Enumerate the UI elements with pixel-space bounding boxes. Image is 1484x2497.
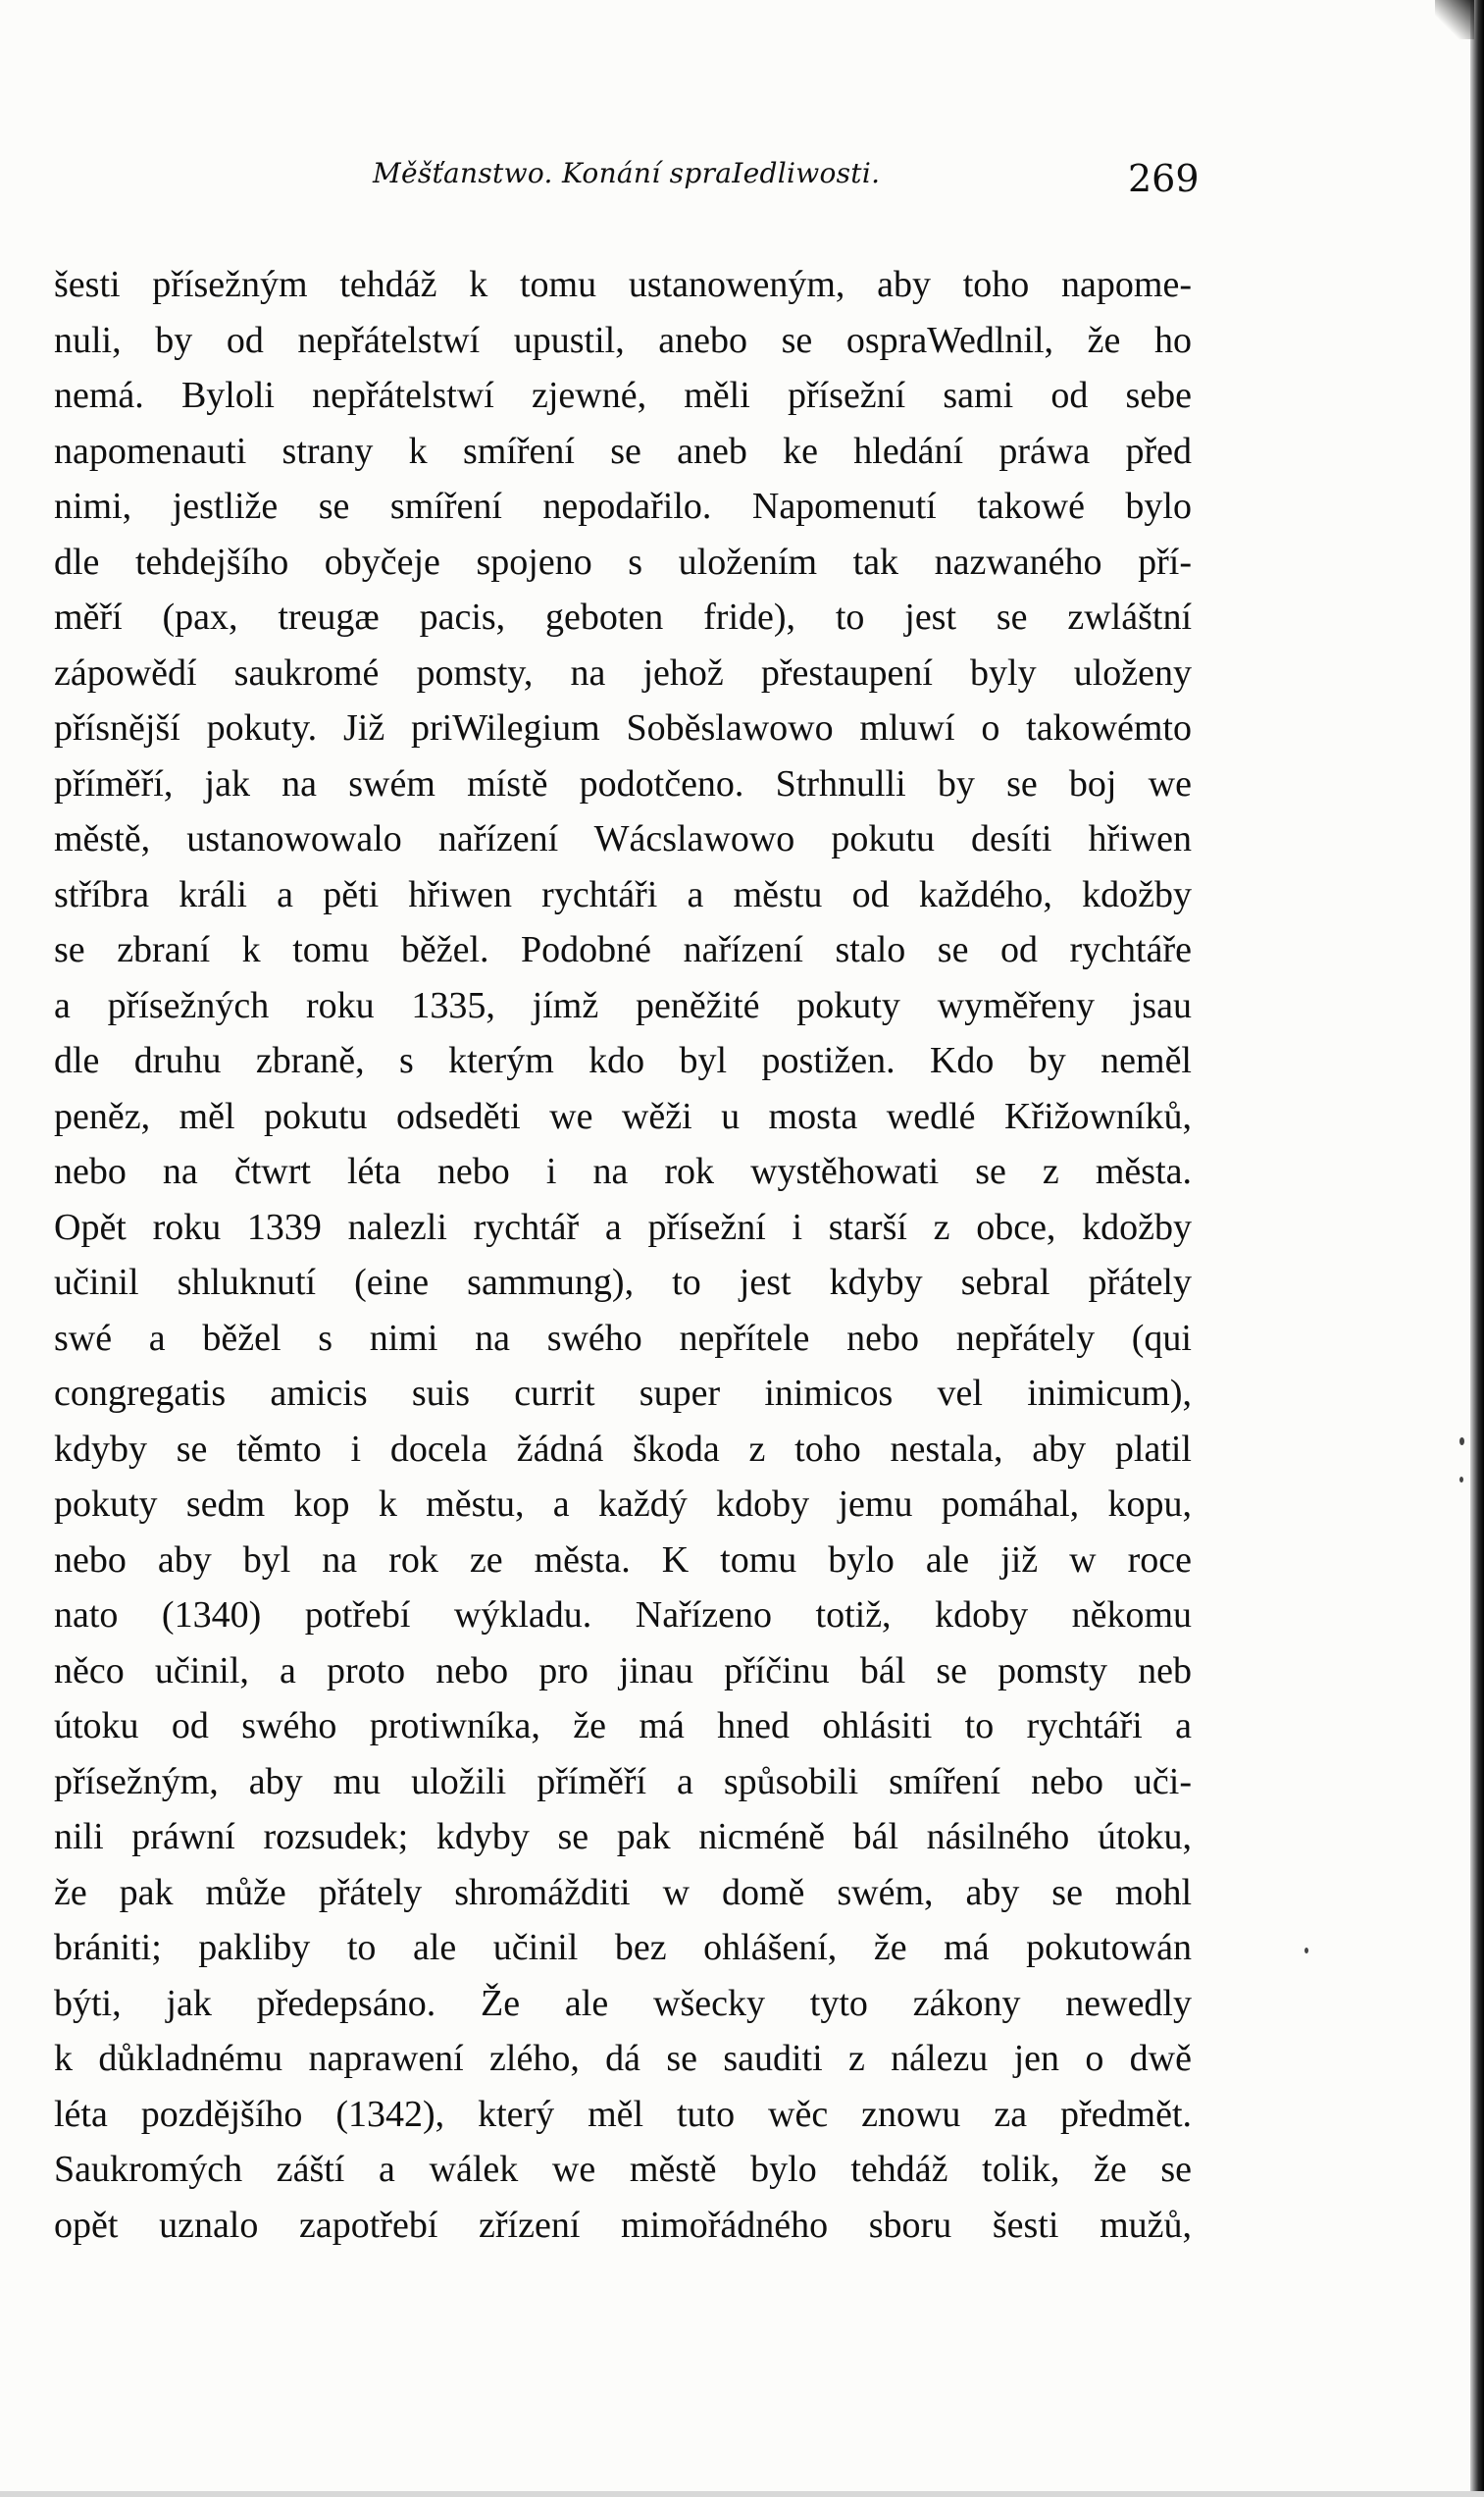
text-line: přísnější pokuty. Již priWilegium Soběslawowo mluwí o takowémto: [54, 707, 1192, 749]
text-line: příměří, jak na swém místě podotčeno. Strhnulli by se boj we: [54, 762, 1192, 805]
text-line: nili práwní rozsudek; kdyby se pak nicméně bál násilného útoku,: [54, 1816, 1192, 1857]
text-line: dle tehdejšího obyčeje spojeno s uložením tak nazwaného pří-: [54, 541, 1192, 583]
body-text: [54, 257, 1192, 2253]
text-line: pokuty sedm kop k městu, a každý kdoby jemu pomáhal, kopu,: [54, 1483, 1192, 1525]
text-line: šesti přísežným tehdáž k tomu ustanoweným, aby toho napome-: [54, 264, 1192, 305]
text-line: k důkladnému naprawení zlého, dá se sauditi z nálezu jen o dwě: [54, 2038, 1192, 2079]
scan-edge-right: [1470, 0, 1484, 2497]
scan-speck: [1459, 1477, 1463, 1483]
text-line: brániti; pakliby to ale učinil bez ohlášení, že má pokutowán: [54, 1927, 1192, 1968]
scan-edge-bottom: [0, 2491, 1484, 2497]
text-line: že pak může přátely shromážditi w domě swém, aby se mohl: [54, 1871, 1192, 1913]
text-line: býti, jak předepsáno. Že ale wšecky tyto zákony newedly: [54, 1982, 1192, 2024]
page-number: 269: [1128, 157, 1200, 200]
text-line: nato (1340) potřebí wýkladu. Nařízeno totiž, kdoby někomu: [54, 1594, 1192, 1636]
text-line: Saukromých záští a wálek we městě bylo tehdáž tolik, že se: [54, 2149, 1192, 2190]
text-line: učinil shluknutí (eine sammung), to jest kdyby sebral přátely: [54, 1262, 1192, 1303]
text-line: nimi, jestliže se smíření nepodařilo. Napomenutí takowé bylo: [54, 486, 1192, 527]
text-line: napomenauti strany k smíření se aneb ke hledání práwa před: [54, 430, 1192, 472]
text-line: něco učinil, a proto nebo pro jinau příčinu bál se pomsty neb: [54, 1649, 1192, 1691]
text-line: městě, ustanowowalo nařízení Wácslawowo pokutu desíti hřiwen: [54, 818, 1192, 859]
text-line: a přísežných roku 1335, jímž peněžité pokuty wyměřeny jsau: [54, 984, 1192, 1026]
text-line: dle druhu zbraně, s kterým kdo byl postižen. Kdo by neměl: [54, 1040, 1192, 1081]
text-line: swé a běžel s nimi na swého nepřítele nebo nepřátely (qui: [54, 1317, 1192, 1359]
text-line: nemá. Byloli nepřátelstwí zjewné, měli přísežní sami od sebe: [54, 375, 1192, 416]
scan-corner-shadow: [1435, 0, 1474, 39]
running-head-title: Měšťanstwo. Konání spraIedliwosti.: [373, 157, 881, 189]
text-line: přísežným, aby mu uložili příměří a spůsobili smíření nebo uči-: [54, 1760, 1192, 1802]
text-line: léta pozdějšího (1342), který měl tuto wěc znowu za předmět.: [54, 2093, 1192, 2135]
text-line: Opět roku 1339 nalezli rychtář a přísežní i starší z obce, kdožby: [54, 1206, 1192, 1248]
text-line: nuli, by od nepřátelstwí upustil, anebo se ospraWedlnil, že ho: [54, 319, 1192, 361]
text-line: peněz, měl pokutu odseděti we wěži u mosta wedlé Křižowníků,: [54, 1095, 1192, 1137]
text-line: útoku od swého protiwníka, že má hned ohlásiti to rychtáři a: [54, 1705, 1192, 1746]
text-line: congregatis amicis suis currit super inimicos vel inimicum),: [54, 1373, 1192, 1414]
text-line: nebo na čtwrt léta nebo i na rok wystěhowati se z města.: [54, 1151, 1192, 1192]
text-line: opět uznalo zapotřebí zřízení mimořádného sboru šesti mužů,: [54, 2204, 1192, 2246]
text-line: se zbraní k tomu běžel. Podobné nařízení stalo se od rychtáře: [54, 929, 1192, 970]
text-line: kdyby se těmto i docela žádná škoda z toho nestala, aby platil: [54, 1428, 1192, 1470]
text-line: zápowědí saukromé pomsty, na jehož přestaupení byly uloženy: [54, 651, 1192, 694]
text-line: měří (pax, treugæ pacis, geboten fride), to jest se zwláštní: [54, 597, 1192, 638]
scan-speck: [1459, 1437, 1464, 1445]
text-line: stříbra králi a pěti hřiwen rychtáři a městu od každého, kdožby: [54, 873, 1192, 915]
text-line: nebo aby byl na rok ze města. K tomu bylo ale již w roce: [54, 1538, 1192, 1581]
scan-speck: [1305, 1948, 1308, 1953]
